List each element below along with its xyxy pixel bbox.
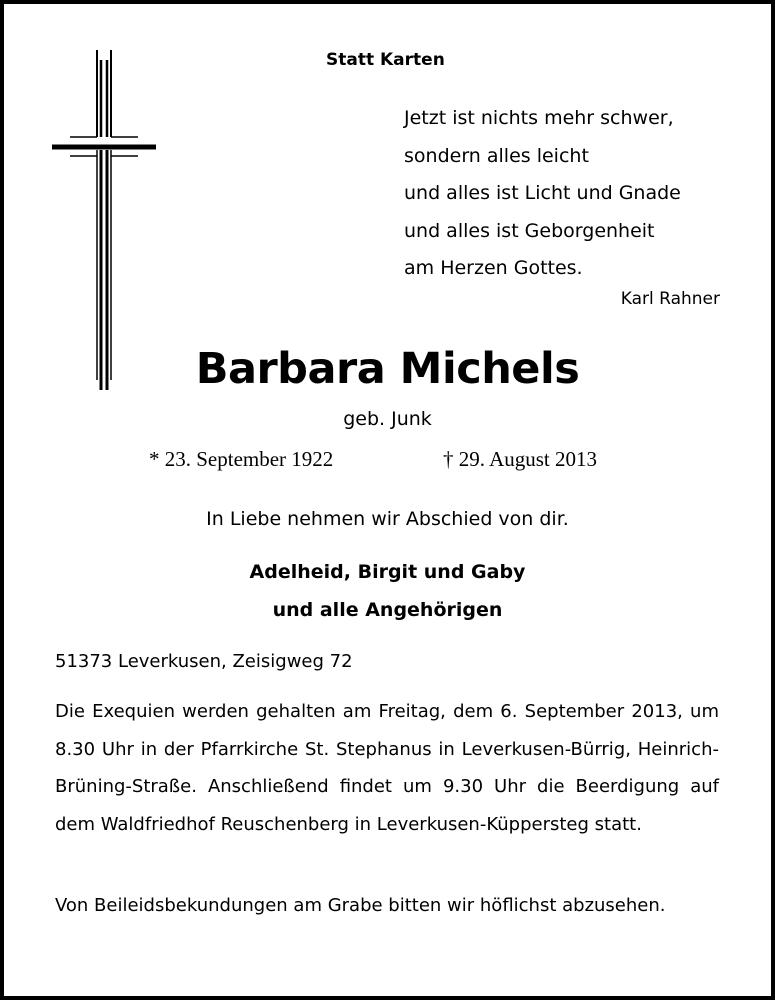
farewell-text: In Liebe nehmen wir Abschied von dir. xyxy=(206,508,569,530)
condolence-note-paragraph: Von Beileidsbekundungen am Grabe bitten wir höflichst abzusehen. xyxy=(55,895,666,916)
address: 51373 Leverkusen, Zeisigweg 72 xyxy=(55,651,353,672)
mourners xyxy=(0,553,775,629)
header-statt-karten: Statt Karten xyxy=(326,50,445,70)
death-date: † 29. August 2013 xyxy=(443,447,598,471)
poem-author: Karl Rahner xyxy=(620,289,720,309)
poem-line: sondern alles leicht xyxy=(404,144,589,167)
poem-line: und alles ist Geborgenheit xyxy=(404,219,655,242)
birth-name: geb. Junk xyxy=(343,408,432,430)
deceased-name: Barbara Michels xyxy=(195,344,580,394)
poem-line: Jetzt ist nichts mehr schwer, xyxy=(404,107,674,129)
cross-icon xyxy=(52,50,156,390)
poem-line: und alles ist Licht und Gnade xyxy=(404,182,681,204)
mourner-line: Adelheid, Birgit und Gaby xyxy=(249,561,526,583)
funeral-details-paragraph: Die Exequien werden gehalten am Freitag, dem 6. September 2013, um 8.30 Uhr in der Pfarrkirche St. Stephanus in Leverkusen-Bürrig, Heinrich-Brüning-Straße. Anschließend findet um 9.30 Uhr die Beerdigung auf dem Waldfriedhof Reuschenberg in Leverkusen-Küppersteg statt. xyxy=(55,701,719,835)
mourner-line: und alle Angehörigen xyxy=(272,599,503,621)
poem-line: am Herzen Gottes. xyxy=(404,257,583,279)
birth-date: * 23. September 1922 xyxy=(149,447,334,471)
poem xyxy=(404,100,681,288)
